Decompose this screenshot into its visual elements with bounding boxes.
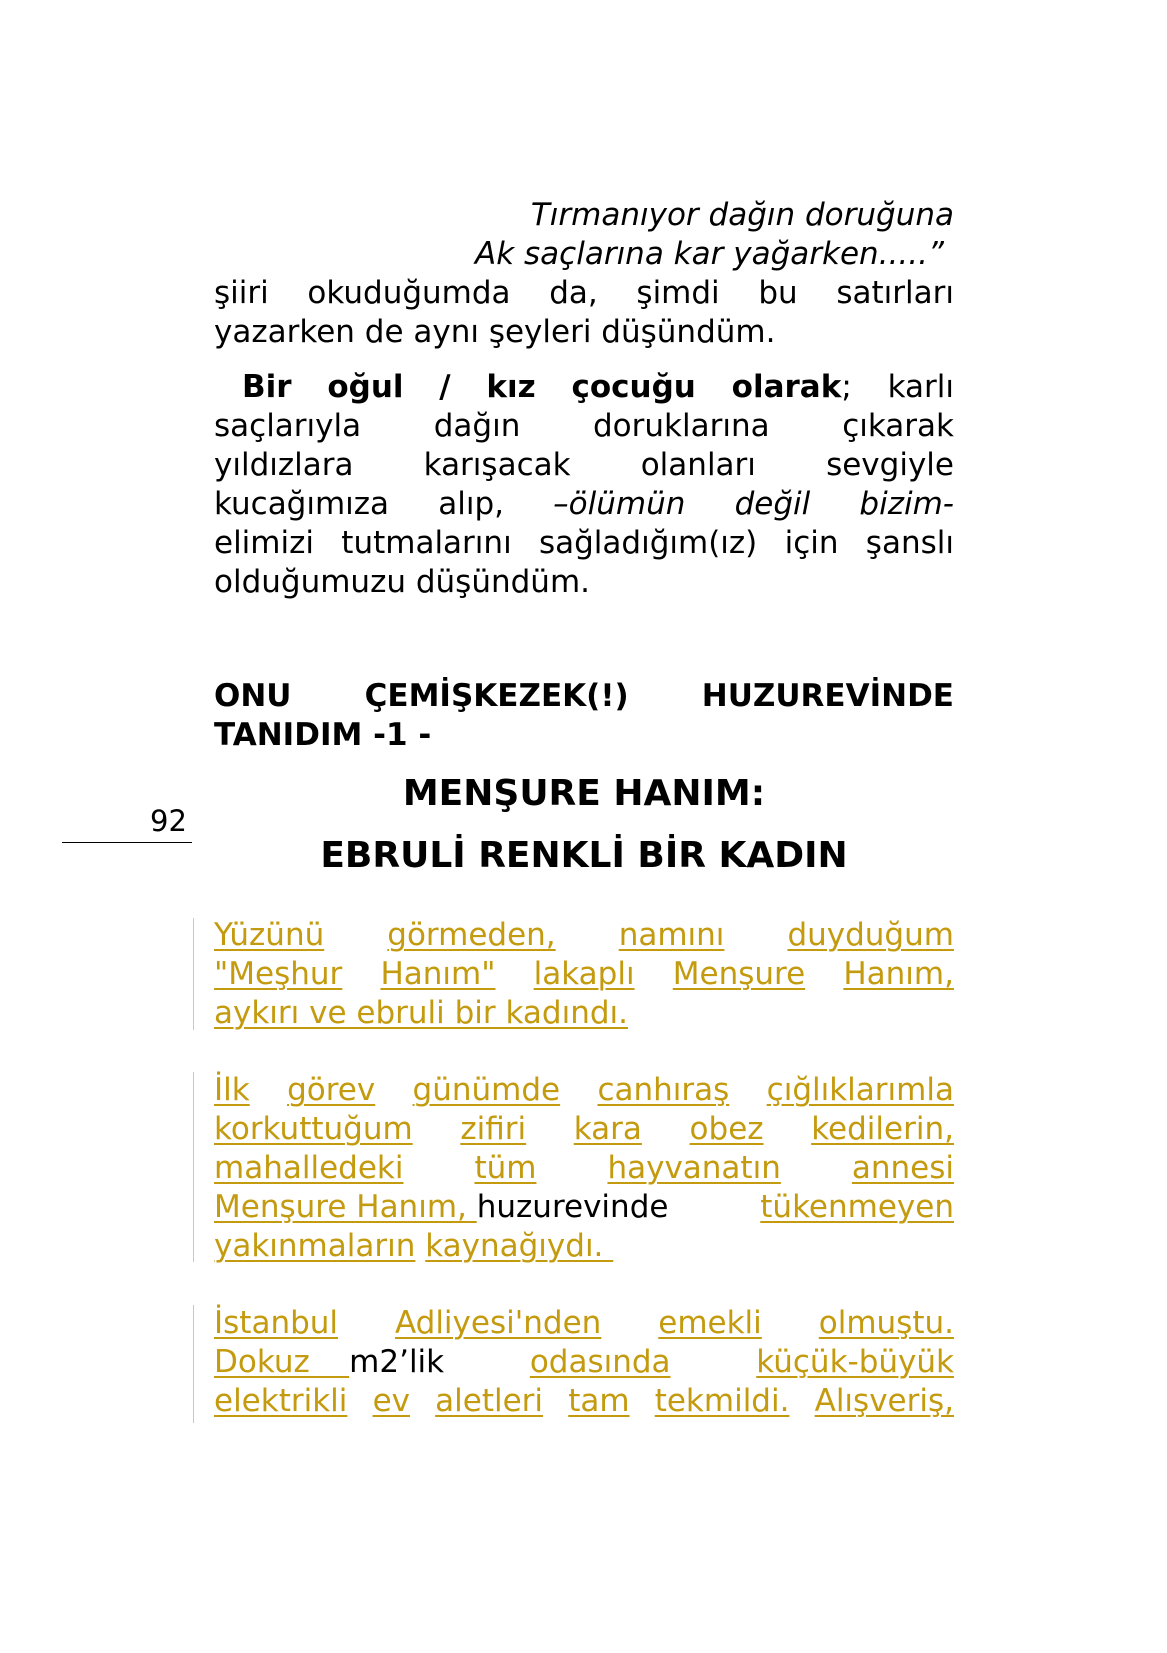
tracked-word: duyduğum: [787, 917, 954, 953]
tracked-word: "Meşhur: [214, 956, 343, 992]
para2-line-4: [214, 485, 954, 524]
tracked-word: İstanbul: [214, 1305, 339, 1341]
tracked-word: namını: [618, 917, 725, 953]
tracked-word: lakaplı: [533, 956, 635, 992]
word: çocuğu: [571, 369, 696, 405]
word: sevgiyle: [826, 447, 954, 483]
tracked-word: İlk: [214, 1072, 250, 1108]
word: için: [784, 525, 839, 561]
tracked-word: tükenmeyen: [760, 1189, 954, 1225]
chapter-title: [214, 763, 954, 887]
poem: [214, 196, 954, 274]
word: olanları: [640, 447, 756, 483]
tracked-word: kaynağıydı.: [425, 1228, 614, 1264]
tracked-word: obez: [689, 1111, 764, 1147]
tracked-text: Dokuz: [214, 1344, 350, 1380]
change-bar: [193, 918, 194, 1030]
para2-line-1: [214, 368, 954, 407]
change-bar: [193, 1072, 194, 1262]
page-number-rule: [62, 842, 192, 843]
word: doruklarına: [593, 408, 770, 444]
plain-word: m2’lik: [349, 1344, 445, 1380]
para1-line-1: [214, 274, 954, 313]
word: saçlarıyla: [214, 408, 362, 444]
word: sağladığım(ız): [538, 525, 758, 561]
para1-line-2: yazarken de aynı şeyleri düşündüm.: [214, 314, 776, 350]
word: alıp,: [438, 486, 504, 522]
tracked-word: görmeden,: [387, 917, 556, 953]
tracked-word: Alışveriş,: [814, 1383, 954, 1419]
tracked-word: aletleri: [435, 1383, 544, 1419]
tracked-word: günümde: [412, 1072, 561, 1108]
word: satırları: [836, 275, 954, 311]
para2-line-6: olduğumuzu düşündüm.: [214, 564, 590, 600]
mixed-span: [214, 1343, 444, 1382]
p4-line-1: [214, 1071, 954, 1110]
word: okuduğumda: [307, 275, 511, 311]
p5-line-2: [214, 1343, 954, 1382]
mixed-span: [214, 1188, 668, 1227]
tracked-word: kara: [573, 1111, 642, 1147]
tracked-word: canhıraş: [597, 1072, 730, 1108]
p5-line-1: [214, 1304, 954, 1343]
section-line-2: TANIDIM -1 -: [214, 717, 432, 753]
section-line-1: [214, 677, 954, 716]
tracked-word: korkuttuğum: [214, 1111, 413, 1147]
p4-line-3: [214, 1149, 954, 1188]
word: değil: [734, 486, 811, 522]
punct: ;: [841, 369, 852, 405]
tracked-word: Menşure: [672, 956, 806, 992]
word: karışacak: [423, 447, 571, 483]
word: kucağımıza: [214, 486, 390, 522]
title-line-1: MENŞURE HANIM:: [402, 773, 766, 814]
p4-line-5: [214, 1227, 954, 1266]
paragraph-1: [214, 274, 954, 352]
paragraph-3: [214, 916, 954, 1033]
tracked-word: olmuştu.: [818, 1305, 954, 1341]
tracked-word: annesi: [851, 1150, 954, 1186]
paragraph-5: [214, 1304, 954, 1421]
p3-line-1: [214, 916, 954, 955]
word: çıkarak: [842, 408, 954, 444]
word: kız: [486, 369, 536, 405]
plain-word: huzurevinde: [476, 1189, 669, 1225]
word: ÇEMİŞKEZEK(!): [364, 678, 629, 714]
word: bizim-: [859, 486, 954, 522]
p4-line-2: [214, 1110, 954, 1149]
tracked-word: tam: [568, 1383, 630, 1419]
tracked-word: Hanım,: [843, 956, 954, 992]
word: şimdi: [636, 275, 720, 311]
para2-line-2: [214, 407, 954, 446]
tracked-word: Yüzünü: [214, 917, 325, 953]
tracked-word: çığlıklarımla: [766, 1072, 954, 1108]
tracked-word: tüm: [474, 1150, 537, 1186]
word: /: [439, 369, 451, 405]
tracked-text: Menşure Hanım,: [214, 1189, 477, 1225]
word: tutmalarını: [341, 525, 512, 561]
tracked-word: kedilerin,: [811, 1111, 954, 1147]
word: ONU: [214, 678, 292, 714]
tracked-word: elektrikli: [214, 1383, 348, 1419]
tracked-word: odasında: [529, 1344, 671, 1380]
word: [732, 368, 852, 407]
para2-line-5: [214, 524, 954, 563]
paragraph-2: [214, 368, 954, 602]
page-number: 92: [150, 804, 187, 838]
word: oğul: [327, 369, 404, 405]
tracked-word: zifiri: [460, 1111, 527, 1147]
word: şanslı: [865, 525, 954, 561]
bold-word: olarak: [731, 369, 842, 405]
p3-line-3: [214, 994, 954, 1033]
tracked-word: emekli: [658, 1305, 762, 1341]
word: da,: [549, 275, 598, 311]
word: elimizi: [214, 525, 314, 561]
title-line-2: EBRULİ RENKLİ BİR KADIN: [320, 835, 848, 876]
p3-line-2: [214, 955, 954, 994]
tracked-text: aykırı ve ebruli bir kadındı.: [214, 995, 628, 1031]
tracked-word: tekmildi.: [654, 1383, 790, 1419]
tracked-word: ev: [372, 1383, 410, 1419]
word: bu: [758, 275, 798, 311]
tracked-word: yakınmaların: [214, 1228, 416, 1264]
tracked-word: mahalledeki: [214, 1150, 404, 1186]
word: şiiri: [214, 275, 269, 311]
word: dağın: [433, 408, 521, 444]
word: Bir: [242, 369, 292, 405]
para2-line-3: [214, 446, 954, 485]
paragraph-4: [214, 1071, 954, 1266]
poem-line-1: Tırmanıyor dağın doruğuna: [530, 197, 954, 233]
poem-line-2: Ak saçlarına kar yağarken.....”: [475, 236, 944, 272]
tracked-word: hayvanatın: [607, 1150, 781, 1186]
tracked-word: Hanım": [380, 956, 496, 992]
word: HUZUREVİNDE: [701, 678, 954, 714]
p5-line-3: [214, 1382, 954, 1421]
word: –ölümün: [553, 486, 686, 522]
tracked-word: görev: [287, 1072, 376, 1108]
section-heading: [214, 677, 954, 755]
word: karlı: [887, 369, 954, 405]
tracked-word: küçük-büyük: [756, 1344, 954, 1380]
p4-line-4: [214, 1188, 954, 1227]
change-bar: [193, 1305, 194, 1423]
tracked-word: Adliyesi'nden: [394, 1305, 602, 1341]
word: yıldızlara: [214, 447, 354, 483]
